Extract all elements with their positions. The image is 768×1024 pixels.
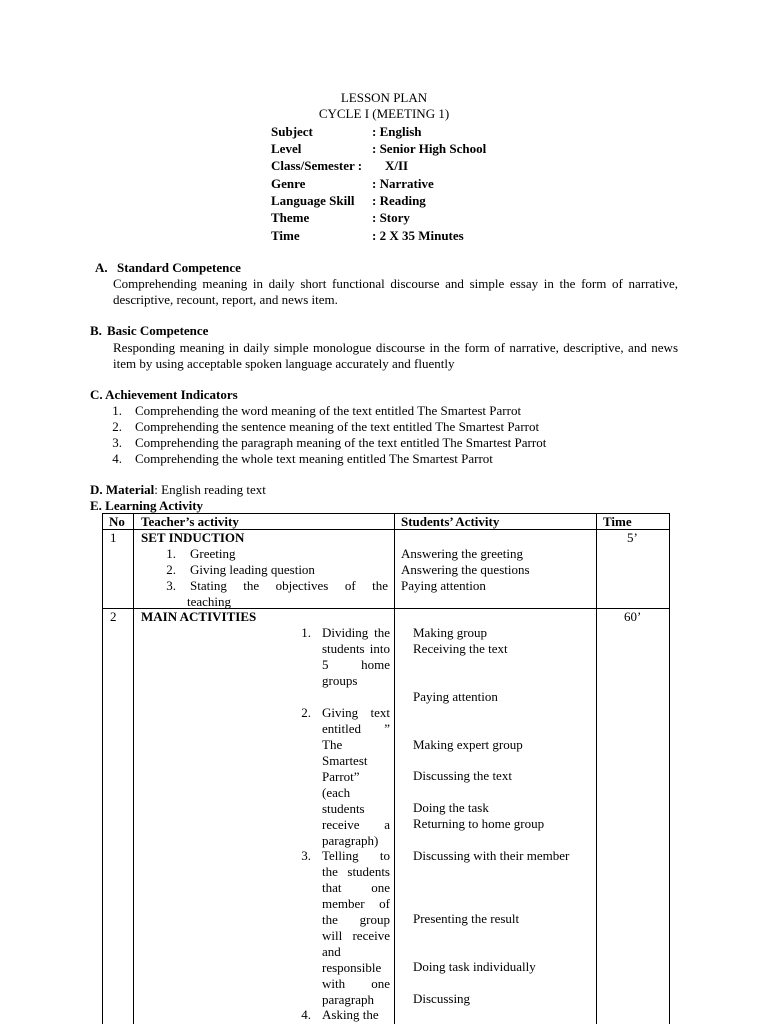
indicator-number: 2. <box>112 419 122 434</box>
section-a-letter: A. <box>95 260 108 275</box>
meta-value-level: : Senior High School <box>372 141 487 156</box>
student-item: Receiving the text <box>413 641 508 656</box>
cycle-title: CYCLE I (MEETING 1) <box>318 106 450 121</box>
teacher-item-number: 1. <box>166 546 176 561</box>
meta-key-class: Class/Semester : <box>271 158 363 173</box>
table-border <box>669 513 670 1024</box>
document-title: LESSON PLAN <box>340 90 428 105</box>
student-item: Making expert group <box>413 737 523 752</box>
student-item: Doing the task <box>413 800 489 815</box>
student-item: Discussing with their member <box>413 848 570 863</box>
student-item: Answering the greeting <box>401 546 524 561</box>
table-border <box>102 513 103 1024</box>
indicator-item: Comprehending the whole text meaning entitled The Smartest Parrot <box>135 451 493 466</box>
indicator-item: Comprehending the sentence meaning of the text entitled The Smartest Parrot <box>135 419 540 434</box>
row-number: 2 <box>110 609 117 624</box>
section-c-heading: C. Achievement Indicators <box>90 387 238 402</box>
teacher-item-continuation: teaching <box>187 594 232 609</box>
teacher-item-number: 3. <box>301 848 311 863</box>
row-title: MAIN ACTIVITIES <box>141 609 257 624</box>
table-border <box>394 513 395 1024</box>
section-b-letter: B. <box>90 323 102 338</box>
teacher-item: Greeting <box>190 546 236 561</box>
teacher-item: Asking the <box>322 1007 379 1022</box>
teacher-item-number: 4. <box>301 1007 311 1022</box>
indicator-number: 4. <box>112 451 122 466</box>
meta-key-skill: Language Skill <box>271 193 355 208</box>
row-title: SET INDUCTION <box>141 530 245 545</box>
section-d-label: D. Material <box>90 482 155 497</box>
student-item: Paying attention <box>413 689 498 704</box>
teacher-item: Stating the objectives of the <box>190 578 388 593</box>
section-a-heading: Standard Competence <box>117 260 241 275</box>
meta-key-time: Time <box>271 228 300 243</box>
teacher-item-number: 1. <box>301 625 311 640</box>
section-b-heading: Basic Competence <box>107 323 209 338</box>
indicator-item: Comprehending the paragraph meaning of the text entitled The Smartest Parrot <box>135 435 547 450</box>
teacher-item-number: 2. <box>166 562 176 577</box>
row-number: 1 <box>110 530 117 545</box>
teacher-item: Dividing the students into 5 home groups <box>322 625 390 688</box>
teacher-item-number: 3. <box>166 578 176 593</box>
student-item: Returning to home group <box>413 816 545 831</box>
student-item: Presenting the result <box>413 911 520 926</box>
column-header-teacher: Teacher’s activity <box>141 514 239 529</box>
student-item: Discussing the text <box>413 768 512 783</box>
indicator-number: 3. <box>112 435 122 450</box>
column-header-time: Time <box>603 514 632 529</box>
meta-value-genre: : Narrative <box>372 176 434 191</box>
student-item: Answering the questions <box>401 562 530 577</box>
meta-key-subject: Subject <box>271 124 313 139</box>
meta-value-theme: : Story <box>372 210 410 225</box>
table-border <box>133 513 134 1024</box>
meta-value-subject: : English <box>372 124 422 139</box>
row-time: 60’ <box>624 609 642 624</box>
teacher-item-number: 2. <box>301 705 311 720</box>
section-d-value: : English reading text <box>154 482 266 497</box>
section-e-heading: E. Learning Activity <box>90 498 204 513</box>
meta-key-theme: Theme <box>271 210 310 225</box>
teacher-item: Giving leading question <box>190 562 315 577</box>
column-header-no: No <box>109 514 125 529</box>
row-time: 5’ <box>627 530 638 545</box>
meta-value-skill: : Reading <box>372 193 426 208</box>
meta-value-class: X/II <box>385 158 409 173</box>
section-b-body: Responding meaning in daily simple monologue discourse in the form of narrative, descriptive, and news item by using acceptable spoken language accurately and fluently <box>113 340 678 371</box>
student-item: Paying attention <box>401 578 486 593</box>
table-border <box>596 513 597 1024</box>
meta-key-genre: Genre <box>271 176 306 191</box>
meta-key-level: Level <box>271 141 302 156</box>
column-header-students: Students’ Activity <box>401 514 500 529</box>
meta-value-time: : 2 X 35 Minutes <box>372 228 464 243</box>
section-d <box>90 482 266 498</box>
indicator-item: Comprehending the word meaning of the text entitled The Smartest Parrot <box>135 403 522 418</box>
student-item: Making group <box>413 625 488 640</box>
indicator-number: 1. <box>112 403 122 418</box>
student-item: Discussing <box>413 991 471 1006</box>
student-item: Doing task individually <box>413 959 536 974</box>
teacher-item: Telling to the students that one member of the group will receive and responsible with one paragraph <box>322 848 390 1007</box>
section-a-body: Comprehending meaning in daily short functional discourse and simple essay in the form of narrative, descriptive, recount, report, and news item. <box>113 276 678 307</box>
teacher-item: Giving text entitled ” The Smartest Parrot” (each students receive a paragraph) <box>322 705 390 848</box>
